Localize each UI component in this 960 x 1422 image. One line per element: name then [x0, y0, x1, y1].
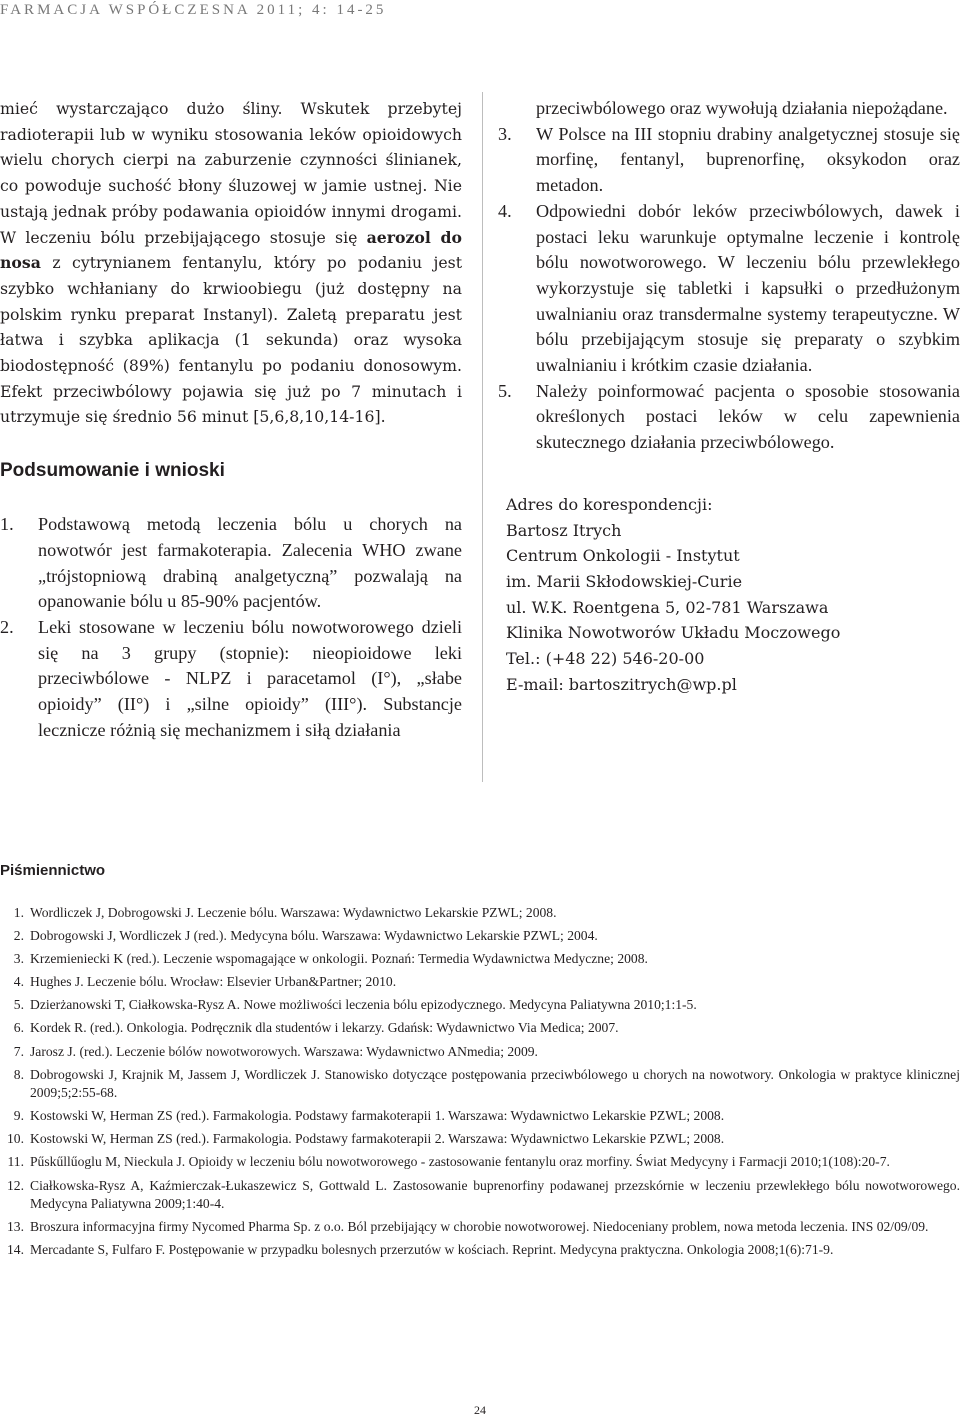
- paragraph-text: mieć wystarczająco dużo śliny. Wskutek przebytej radioterapii lub w wyniku stosowania leków opioidowych wielu chorych cierpi na zaburzenie czynności ślinianek, co powoduje suchość błony śluzowej w jamie ustnej. Nie ustają jednak próby podawania opioidów innymi drogami. W leczeniu bólu przebijającego stosuje się: [0, 99, 462, 247]
- reference-text: Mercadante S, Fulfaro F. Postępowanie w przypadku bolesnych przerzutów w kościach. Reprint. Medycyna praktyczna. Onkologia 2008;1(6):71-9.: [30, 1242, 834, 1258]
- list-text: W Polsce na III stopniu drabiny analgetycznej stosuje się morfinę, fentanyl, buprenorfinę, oksykodon oraz metadon.: [536, 123, 960, 196]
- list-text: Leki stosowane w leczeniu bólu nowotworowego dzieli się na 3 grupy (stopnie): nieopioidowe leki przeciwbólowe - NLPZ i paracetamol (I°), „słabe opioidy” (II°) i „silne opioidy” (III°). Substancje lecznicze różnią się mechanizmem i siłą działania: [38, 616, 462, 740]
- reference-text: Kordek R. (red.). Onkologia. Podręcznik dla studentów i lekarzy. Gdańsk: Wydawnictwo Via Medica; 2007.: [30, 1020, 619, 1036]
- reference-text: Broszura informacyjna firmy Nycomed Pharma Sp. z o.o. Ból przebijający w chorobie nowotworowej. Niedoceniany problem, nowa metoda leczenia. INS 02/09/09.: [30, 1219, 929, 1235]
- reference-text: Jarosz J. (red.). Leczenie bólów nowotworowych. Warszawa: Wydawnictwo ANmedia; 2009.: [30, 1043, 538, 1059]
- reference-item: [0, 1130, 960, 1149]
- reference-text: Kostowski W, Herman ZS (red.). Farmakologia. Podstawy farmakoterapii 1. Warszawa: Wydawnictwo Lekarskie PZWL; 2008.: [30, 1108, 725, 1124]
- address-label: Adres do korespondencji:: [506, 494, 713, 514]
- reference-item: [0, 1241, 960, 1260]
- list-text: Podstawową metodą leczenia bólu u chorych na nowotwór jest farmakoterapia. Zalecenia WHO zwane „trójstopniową drabiną analgetyczną” pozwalają na opanowanie bólu u 85-90% pacjentów.: [38, 514, 462, 612]
- list-text: przeciwbólowego oraz wywołują działania niepożądane.: [536, 98, 948, 118]
- right-column: [498, 96, 960, 697]
- phone-line: Tel.: (+48 22) 546-20-00: [506, 649, 705, 669]
- list-item: [498, 199, 960, 379]
- reference-number: 13.: [7, 1219, 24, 1235]
- reference-number: 8.: [13, 1066, 24, 1082]
- reference-text: Pűskűllűoglu M, Nieckula J. Opioidy w leczeniu bólu nowotworowego - zastosowanie fentanylu oraz morfiny. Świat Medycyny i Farmacji 2010;1(108):20-7.: [30, 1154, 890, 1170]
- address-line: im. Marii Skłodowskiej-Curie: [506, 571, 743, 591]
- reference-item: [0, 973, 960, 992]
- list-item: [0, 615, 462, 744]
- reference-number: 2.: [13, 928, 24, 944]
- list-item: [498, 379, 960, 456]
- conclusions-list-continued: [498, 96, 960, 456]
- reference-item: [0, 950, 960, 969]
- list-text: Odpowiedni dobór leków przeciwbólowych, dawek i postaci leku warunkuje optymalne leczenie i kontrolę bólu nowotworowego. W leczeniu bólu przewlekłego wykorzystuje się tabletki i kapsułki o przedłużonym uwalnianiu oraz transdermalne systemy terapeutyczne. W bólu przebijającym stosuje się preparaty o szybkim uwalnianiu i krótkim czasie działania.: [536, 200, 960, 376]
- reference-text: Ciałkowska-Rysz A, Kaźmierczak-Łukaszewicz S, Gottwald L. Zastosowanie buprenorfiny podawanej przezskórnie w leczeniu przewlekłego bólu nowotworowego. Medycyna Paliatywna 2009;1:40-4.: [30, 1177, 960, 1212]
- references-list: [0, 904, 960, 1264]
- reference-text: Dobrogowski J, Krajnik M, Jassem J, Wordliczek J. Stanowisko dotyczące postępowania przeciwbólowego u chorych na nowotwory. Onkologia w praktyce klinicznej 2009;5;2:55-68.: [30, 1066, 960, 1101]
- reference-text: Dzierżanowski T, Ciałkowska-Rysz A. Nowe możliwości leczenia bólu epizodycznego. Medycyna Paliatywna 2010;1:1-5.: [30, 997, 697, 1013]
- reference-number: 11.: [7, 1154, 24, 1170]
- reference-item: [0, 1019, 960, 1038]
- list-item: [0, 512, 462, 615]
- reference-text: Krzemieniecki K (red.). Leczenie wspomagające w onkologii. Poznań: Termedia Wydawnictwa Medyczne; 2008.: [30, 951, 648, 967]
- reference-item: [0, 1153, 960, 1172]
- references-heading: Piśmiennictwo: [0, 862, 106, 879]
- reference-text: Dobrogowski J, Wordliczek J (red.). Medycyna bólu. Warszawa: Wydawnictwo Lekarskie PZWL; 2004.: [30, 928, 598, 944]
- reference-item: [0, 1066, 960, 1103]
- paragraph-text: z cytrynianem fentanylu, który po podaniu jest szybko wchłaniany do krwioobiegu (już dostępny na polskim rynku preparat Instanyl). Zaletą preparatu jest łatwa i szybka aplikacja (1 sekunda) oraz wysoka biodostępność (89%) fentanylu po podaniu donosowym. Efekt przeciwbólowy pojawia się już po 7 minutach i utrzymuje się średnio 56 minut [5,6,8,10,14-16].: [0, 253, 462, 427]
- list-number: 5.: [498, 380, 512, 401]
- reference-text: Wordliczek J, Dobrogowski J. Leczenie bólu. Warszawa: Wydawnictwo Lekarskie PZWL; 2008.: [30, 905, 557, 920]
- address-line: Centrum Onkologii - Instytut: [506, 546, 740, 566]
- address-line: Klinika Nowotworów Układu Moczowego: [506, 623, 841, 643]
- reference-number: 12.: [7, 1177, 24, 1193]
- page-number: 24: [474, 1403, 486, 1417]
- author-name: Bartosz Itrych: [506, 520, 622, 540]
- list-text: Należy poinformować pacjenta o sposobie stosowania określonych postaci leków w celu zapewnienia skutecznego działania przeciwbólowego.: [536, 380, 960, 453]
- reference-number: 5.: [13, 997, 24, 1013]
- reference-number: 6.: [13, 1020, 24, 1036]
- list-number: 3.: [498, 123, 512, 144]
- list-item: [498, 122, 960, 199]
- section-heading: Podsumowanie i wnioski: [0, 460, 225, 482]
- reference-item: [0, 1218, 960, 1237]
- reference-number: 7.: [13, 1043, 24, 1059]
- list-number: 1.: [0, 514, 14, 535]
- reference-text: Hughes J. Leczenie bólu. Wrocław: Elsevier Urban&Partner; 2010.: [30, 974, 397, 990]
- running-header: FARMACJA WSPÓŁCZESNA 2011; 4: 14-25: [0, 2, 387, 18]
- reference-number: 4.: [13, 974, 24, 990]
- email-line: E-mail: bartoszitrych@wp.pl: [506, 674, 737, 694]
- reference-text: Kostowski W, Herman ZS (red.). Farmakologia. Podstawy farmakoterapii 2. Warszawa: Wydawnictwo Lekarskie PZWL; 2008.: [30, 1131, 725, 1147]
- list-number: 2.: [0, 616, 14, 637]
- reference-number: 1.: [13, 905, 24, 920]
- column-divider: [482, 92, 483, 782]
- reference-item: [0, 1107, 960, 1126]
- reference-item: [0, 1177, 960, 1214]
- reference-number: 3.: [13, 951, 24, 967]
- reference-item: [0, 1043, 960, 1062]
- address-line: ul. W.K. Roentgena 5, 02-781 Warszawa: [506, 597, 829, 617]
- reference-number: 9.: [13, 1108, 24, 1124]
- reference-item: [0, 904, 960, 923]
- body-paragraph: [0, 96, 462, 430]
- correspondence-address: [498, 492, 960, 698]
- reference-item: [0, 927, 960, 946]
- emphasized-term: aerozol do nosa: [0, 227, 462, 273]
- reference-number: 10.: [7, 1131, 24, 1147]
- list-number: 4.: [498, 200, 512, 221]
- reference-number: 14.: [7, 1242, 24, 1258]
- list-item-continuation: [498, 96, 960, 122]
- left-column: [0, 96, 462, 743]
- reference-item: [0, 996, 960, 1015]
- conclusions-list: [0, 512, 462, 743]
